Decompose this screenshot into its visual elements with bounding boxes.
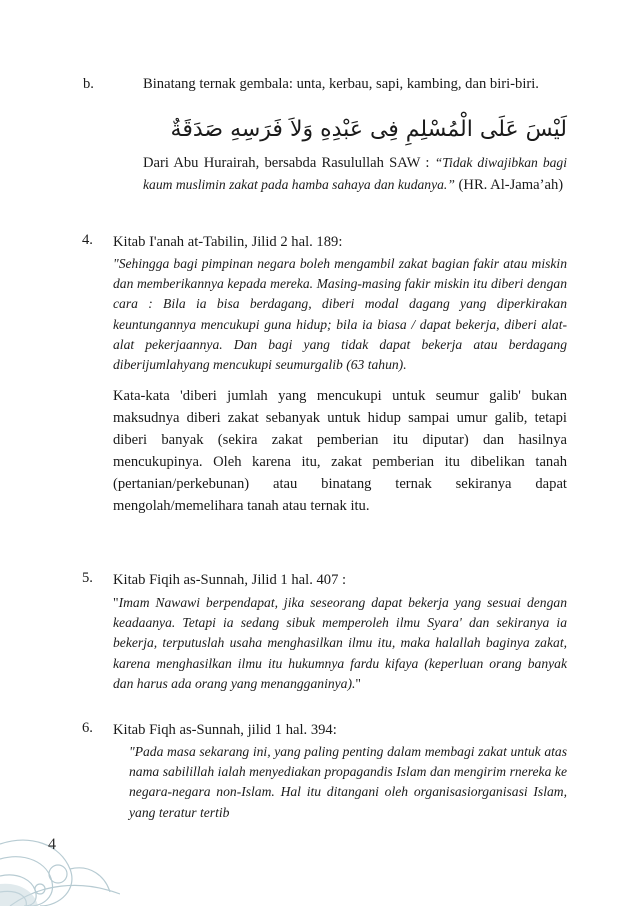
item-6-quote: "Pada masa sekarang ini, yang paling penting dalam membagi zakat untuk atas nama sabilillah ialah menyediakan propagandis Islam dan mengirim rnereka ke negara-negara non-Islam. Hal itu ditangani oleh organisasiorganisasi Islam, yang teratur tertib [129,744,567,820]
item-b [83,74,567,96]
item-b-line [83,74,567,96]
item-b-text: Binatang ternak gembala: unta, kerbau, sapi, kambing, dan biri-biri. [143,76,539,92]
corner-swirl-ornament [0,814,120,906]
page-number: 4 [48,836,56,853]
item-5-quote: Imam Nawawi berpendapat, jika seseorang dapat bekerja yang sesuai dengan keadaanya. Tetapi ia sedang sibuk memperoleh ilmu Syara' dan sekiranya ia bekerja, terputuslah usaha menghasilkan ilmu itu, maka halallah baginya zakat, karena menghasilkan ilmu itu hukumnya fardu kifaya (keperluan orang banyak dan harus ada orang yang menangganinya). [113,595,567,691]
item-5-quote-open: " [113,595,119,610]
hadith-paragraph [143,153,567,196]
item-4-quote: "Sehingga bagi pimpinan negara boleh mengambil zakat bagian fakir atau miskin dan memberikannya kepada mereka. Masing-masing fakir miskin itu diberi dengan cara : Bila ia bisa berdagang, diberi modal dagang yang diperkirakan keuntungannya mencukupi guna hidup; bila ia biasa / dapat bekerja, diberi alat-alat pekerjaannya. Dan bagi yang tidak dapat bekerja atau berdagang diberijumlahyang mencukupi seumurgalib (63 tahun). [113,256,567,373]
item-5-quote-block [113,593,567,694]
item-5-number: 5. [82,570,93,586]
item-6-number: 6. [82,720,93,736]
item-6-heading: Kitab Fiqh as-Sunnah, jilid 1 hal. 394: [113,722,337,738]
hadith-quote: “Tidak diwajibkan bagi kaum muslimin zakat pada hamba sahaya dan kudanya.” [143,155,567,192]
hadith-intro: Dari Abu Hurairah, bersabda Rasulullah SAW : [143,155,435,171]
item-4-heading: Kitab I'anah at-Tabilin, Jilid 2 hal. 189: [113,234,343,250]
arabic-hadith: لَيْسَ عَلَى الْمُسْلِمِ فِى عَبْدِهِ وَلاَ فَرَسِهِ صَدَقَةٌ [170,117,567,142]
hadith-source: (HR. Al-Jama’ah) [454,176,564,193]
item-5-quote-close: " [355,675,361,691]
item-4-explanation: Kata-kata 'diberi jumlah yang mencukupi untuk seumur galib' bukan maksudnya diberi zakat sebanyak untuk hidup sampai umur galib, tetapi diberi banyak (sekira zakat pemberian itu diputar) dan hasilnya mencukupinya. Oleh karena itu, zakat pemberian itu dibelikan tanah (pertanian/perkebunan) atau binatang ternak sekiranya dapat mengolah/memelihara tanah atau ternak itu. [113,388,567,514]
item-4-number: 4. [82,232,93,248]
item-b-label: b. [83,76,94,92]
item-5-heading: Kitab Fiqih as-Sunnah, Jilid 1 hal. 407 : [113,572,347,588]
